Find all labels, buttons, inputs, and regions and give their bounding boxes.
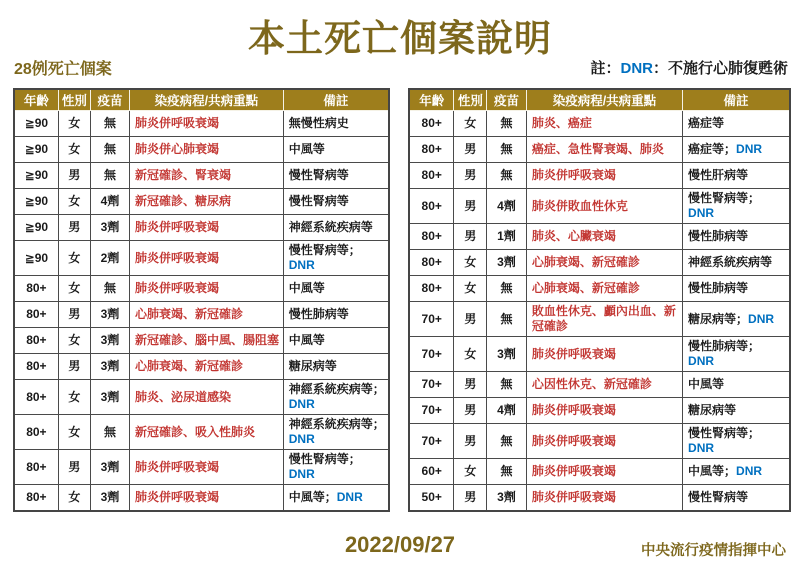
cell-age: 70+	[409, 424, 454, 459]
cell-age: ≧90	[14, 163, 58, 189]
cell-age: 70+	[409, 372, 454, 398]
cell-course: 肺炎併呼吸衰竭	[129, 111, 283, 137]
table-row	[409, 276, 790, 302]
note-text: 神經系統疾病等；	[288, 382, 385, 396]
cell-sex: 男	[58, 163, 90, 189]
cell-vaccine: 無	[487, 372, 527, 398]
dnr-tag: DNR	[288, 258, 315, 272]
cell-course: 肺炎併敗血性休克	[526, 189, 682, 224]
note-text: 中風等；	[288, 489, 337, 504]
cell-note	[283, 354, 389, 380]
cell-age: 60+	[409, 459, 454, 485]
cell-age: ≧90	[14, 241, 58, 276]
table-row	[14, 137, 389, 163]
table-body	[409, 111, 790, 511]
dnr-note-prefix: 註：	[590, 60, 621, 77]
cell-age: ≧90	[14, 137, 58, 163]
table-row	[409, 224, 790, 250]
cell-sex: 男	[454, 485, 487, 511]
cell-note	[683, 224, 790, 250]
cell-note	[683, 337, 790, 372]
cell-note	[283, 189, 389, 215]
cell-age: 80+	[14, 415, 58, 450]
cell-sex: 女	[58, 241, 90, 276]
cell-course: 肺炎、心臟衰竭	[526, 224, 682, 250]
cell-course: 肺炎併呼吸衰竭	[526, 459, 682, 485]
table-row	[14, 380, 389, 415]
cell-vaccine: 無	[487, 163, 527, 189]
dnr-tag: DNR	[688, 206, 715, 220]
cell-sex: 女	[58, 415, 90, 450]
cell-vaccine: 1劑	[487, 224, 527, 250]
cell-course: 肺炎併呼吸衰竭	[129, 450, 283, 485]
cell-age: ≧90	[14, 189, 58, 215]
cell-course: 肺炎併呼吸衰竭	[129, 241, 283, 276]
table-row	[14, 485, 389, 511]
cell-course: 心肺衰竭、新冠確診	[129, 302, 283, 328]
cell-course: 肺炎併呼吸衰竭	[526, 398, 682, 424]
dnr-note-suffix: ：不施行心肺復甦術	[652, 60, 788, 77]
cell-note	[683, 276, 790, 302]
note-text: 神經系統疾病等；	[288, 417, 385, 431]
cell-course: 肺炎併呼吸衰竭	[129, 485, 283, 511]
cell-vaccine: 無	[487, 459, 527, 485]
dnr-tag: DNR	[736, 142, 763, 156]
cell-age: 70+	[409, 337, 454, 372]
cell-sex: 女	[58, 189, 90, 215]
table-row	[409, 137, 790, 163]
cell-note	[683, 189, 790, 224]
table-row	[409, 459, 790, 485]
cell-note	[283, 163, 389, 189]
note-text: 中風等	[288, 333, 325, 347]
cell-age: ≧90	[14, 215, 58, 241]
cell-vaccine: 3劑	[91, 215, 130, 241]
cell-sex: 男	[58, 354, 90, 380]
table-row	[409, 302, 790, 337]
cell-course: 新冠確診、腦中風、腸阻塞	[129, 328, 283, 354]
note-text: 慢性肝病等	[688, 168, 749, 182]
cell-note	[683, 459, 790, 485]
cell-vaccine: 無	[487, 137, 527, 163]
cell-course: 肺炎、癌症	[526, 111, 682, 137]
cell-vaccine: 4劑	[487, 189, 527, 224]
cell-age: 80+	[14, 380, 58, 415]
cell-course: 肺炎併呼吸衰竭	[526, 424, 682, 459]
column-header-sex: 性別	[454, 89, 487, 111]
column-header-age: 年齡	[14, 89, 58, 111]
cell-vaccine: 無	[91, 276, 130, 302]
note-text: 糖尿病等；	[688, 311, 749, 326]
cell-vaccine: 3劑	[487, 250, 527, 276]
cell-vaccine: 3劑	[91, 485, 130, 511]
cell-note	[683, 372, 790, 398]
column-header-age: 年齡	[409, 89, 454, 111]
cell-sex: 男	[454, 372, 487, 398]
cell-course: 心因性休克、新冠確診	[526, 372, 682, 398]
table-row	[14, 276, 389, 302]
cell-note	[283, 328, 389, 354]
cell-note	[283, 111, 389, 137]
cell-note	[283, 450, 389, 485]
report-date: 2022/09/27	[344, 532, 456, 557]
cell-sex: 男	[454, 189, 487, 224]
note-text: 無慢性病史	[288, 116, 349, 130]
cell-sex: 女	[454, 250, 487, 276]
cell-course: 肺炎併呼吸衰竭	[526, 337, 682, 372]
table-row	[409, 189, 790, 224]
dnr-tag: DNR	[688, 441, 715, 455]
note-text: 慢性肺病等	[688, 229, 749, 243]
note-text: 慢性肺病等	[688, 281, 749, 295]
note-text: 中風等	[688, 377, 725, 391]
note-text: 神經系統疾病等	[288, 220, 373, 234]
table-header-row	[409, 89, 790, 111]
cell-vaccine: 3劑	[91, 354, 130, 380]
cell-sex: 男	[58, 450, 90, 485]
note-text: 糖尿病等	[288, 359, 337, 373]
note-text: 糖尿病等	[688, 403, 737, 417]
cell-age: 80+	[14, 276, 58, 302]
cell-course: 肺炎併呼吸衰竭	[129, 276, 283, 302]
cell-note	[283, 241, 389, 276]
note-text: 慢性腎病等	[688, 489, 749, 504]
table-row	[409, 250, 790, 276]
cell-course: 心肺衰竭、新冠確診	[526, 250, 682, 276]
note-text: 慢性肺病等；	[688, 339, 761, 353]
cell-sex: 男	[454, 224, 487, 250]
column-header-course: 染疫病程/共病重點	[526, 89, 682, 111]
note-text: 慢性肺病等	[288, 307, 349, 321]
cell-course: 新冠確診、糖尿病	[129, 189, 283, 215]
cell-sex: 女	[454, 459, 487, 485]
cell-age: 70+	[409, 302, 454, 337]
table-row	[409, 424, 790, 459]
cell-age: 80+	[14, 450, 58, 485]
cell-age: 80+	[14, 302, 58, 328]
cell-age: 50+	[409, 485, 454, 511]
cell-age: 70+	[409, 398, 454, 424]
cell-age: 80+	[14, 485, 58, 511]
table-row	[409, 372, 790, 398]
table-row	[14, 215, 389, 241]
cell-note	[283, 137, 389, 163]
cell-age: 80+	[409, 276, 454, 302]
cell-vaccine: 無	[91, 415, 130, 450]
cell-sex: 男	[58, 302, 90, 328]
note-text: 慢性腎病等	[288, 194, 349, 208]
cell-sex: 女	[58, 380, 90, 415]
table-body	[14, 111, 389, 511]
cell-sex: 男	[454, 163, 487, 189]
death-cases-table-left	[13, 88, 390, 512]
cell-sex: 女	[58, 328, 90, 354]
cell-note	[283, 276, 389, 302]
table-header-row	[14, 89, 389, 111]
cell-sex: 女	[58, 276, 90, 302]
column-header-vaccine: 疫苗	[487, 89, 527, 111]
table-row	[409, 485, 790, 511]
cell-note	[283, 415, 389, 450]
column-header-note: 備註	[683, 89, 790, 111]
table-row	[14, 163, 389, 189]
cell-age: 80+	[14, 328, 58, 354]
cell-vaccine: 3劑	[487, 337, 527, 372]
cell-note	[283, 302, 389, 328]
cell-course: 心肺衰竭、新冠確診	[129, 354, 283, 380]
cell-vaccine: 無	[91, 111, 130, 137]
table-row	[409, 398, 790, 424]
cell-sex: 男	[454, 137, 487, 163]
dnr-tag: DNR	[736, 464, 763, 478]
cell-sex: 男	[454, 424, 487, 459]
table-row	[409, 337, 790, 372]
table-row	[409, 163, 790, 189]
column-header-note: 備註	[283, 89, 389, 111]
cell-note	[683, 163, 790, 189]
cell-age: 80+	[409, 250, 454, 276]
cell-age: 80+	[409, 111, 454, 137]
table-row	[14, 189, 389, 215]
cell-course: 肺炎併呼吸衰竭	[129, 215, 283, 241]
cell-course: 肺炎併心肺衰竭	[129, 137, 283, 163]
cell-note	[683, 398, 790, 424]
table-row	[14, 302, 389, 328]
note-text: 癌症等	[688, 116, 725, 130]
cell-note	[283, 485, 389, 511]
note-text: 慢性腎病等；	[688, 426, 761, 440]
cell-note	[683, 250, 790, 276]
table-row	[14, 328, 389, 354]
cell-course: 肺炎併呼吸衰竭	[526, 485, 682, 511]
note-text: 慢性腎病等；	[288, 243, 361, 257]
dnr-tag: DNR	[288, 467, 315, 481]
dnr-tag: DNR	[748, 311, 775, 326]
cell-vaccine: 3劑	[91, 450, 130, 485]
table-row	[409, 111, 790, 137]
cell-course: 敗血性休克、顱內出血、新冠確診	[526, 302, 682, 337]
cell-sex: 女	[454, 276, 487, 302]
cell-vaccine: 3劑	[91, 380, 130, 415]
case-count-label: 28例死亡個案	[14, 61, 112, 78]
table-row	[14, 354, 389, 380]
cell-note	[683, 302, 790, 337]
cell-vaccine: 無	[487, 424, 527, 459]
note-text: 中風等；	[688, 464, 737, 478]
cell-sex: 女	[454, 111, 487, 137]
cell-course: 新冠確診、腎衰竭	[129, 163, 283, 189]
cell-vaccine: 4劑	[91, 189, 130, 215]
dnr-tag: DNR	[336, 489, 363, 504]
note-text: 神經系統疾病等	[688, 255, 773, 269]
cell-vaccine: 3劑	[91, 328, 130, 354]
dnr-note	[590, 57, 788, 78]
cell-vaccine: 無	[91, 137, 130, 163]
table-row	[14, 111, 389, 137]
cell-vaccine: 無	[487, 276, 527, 302]
cell-note	[683, 137, 790, 163]
agency-name: 中央流行疫情指揮中心	[641, 543, 786, 559]
cell-course: 新冠確診、吸入性肺炎	[129, 415, 283, 450]
column-header-sex: 性別	[58, 89, 90, 111]
note-text: 癌症等；	[688, 142, 737, 156]
cell-sex: 女	[58, 485, 90, 511]
cell-sex: 男	[454, 302, 487, 337]
cell-course: 心肺衰竭、新冠確診	[526, 276, 682, 302]
cell-vaccine: 2劑	[91, 241, 130, 276]
cell-vaccine: 3劑	[91, 302, 130, 328]
dnr-tag: DNR	[688, 354, 715, 368]
cell-note	[283, 215, 389, 241]
table-row	[14, 415, 389, 450]
page-title: 本土死亡個案說明	[248, 18, 552, 59]
cell-sex: 女	[58, 137, 90, 163]
table-row	[14, 241, 389, 276]
cell-note	[283, 380, 389, 415]
cell-age: 80+	[409, 189, 454, 224]
cell-sex: 男	[454, 398, 487, 424]
cell-age: ≧90	[14, 111, 58, 137]
cell-sex: 女	[454, 337, 487, 372]
cell-note	[683, 485, 790, 511]
cell-age: 80+	[409, 224, 454, 250]
note-text: 慢性腎病等；	[688, 191, 761, 205]
cell-sex: 男	[58, 215, 90, 241]
cell-note	[683, 424, 790, 459]
cell-age: 80+	[14, 354, 58, 380]
cell-sex: 女	[58, 111, 90, 137]
cell-vaccine: 無	[487, 302, 527, 337]
cell-course: 肺炎、泌尿道感染	[129, 380, 283, 415]
note-text: 慢性腎病等	[288, 168, 349, 182]
cell-course: 肺炎併呼吸衰竭	[526, 163, 682, 189]
cell-age: 80+	[409, 163, 454, 189]
note-text: 中風等	[288, 281, 325, 295]
column-header-vaccine: 疫苗	[91, 89, 130, 111]
note-text: 中風等	[288, 142, 325, 156]
dnr-tag: DNR	[288, 432, 315, 446]
cell-vaccine: 4劑	[487, 398, 527, 424]
dnr-note-abbr: DNR	[620, 60, 653, 77]
column-header-course: 染疫病程/共病重點	[129, 89, 283, 111]
cell-course: 癌症、急性腎衰竭、肺炎	[526, 137, 682, 163]
cell-age: 80+	[409, 137, 454, 163]
cell-vaccine: 無	[487, 111, 527, 137]
cell-note	[683, 111, 790, 137]
cell-vaccine: 無	[91, 163, 130, 189]
table-row	[14, 450, 389, 485]
death-cases-table-right	[408, 88, 791, 512]
cell-vaccine: 3劑	[487, 485, 527, 511]
dnr-tag: DNR	[288, 397, 315, 411]
note-text: 慢性腎病等；	[288, 452, 361, 466]
